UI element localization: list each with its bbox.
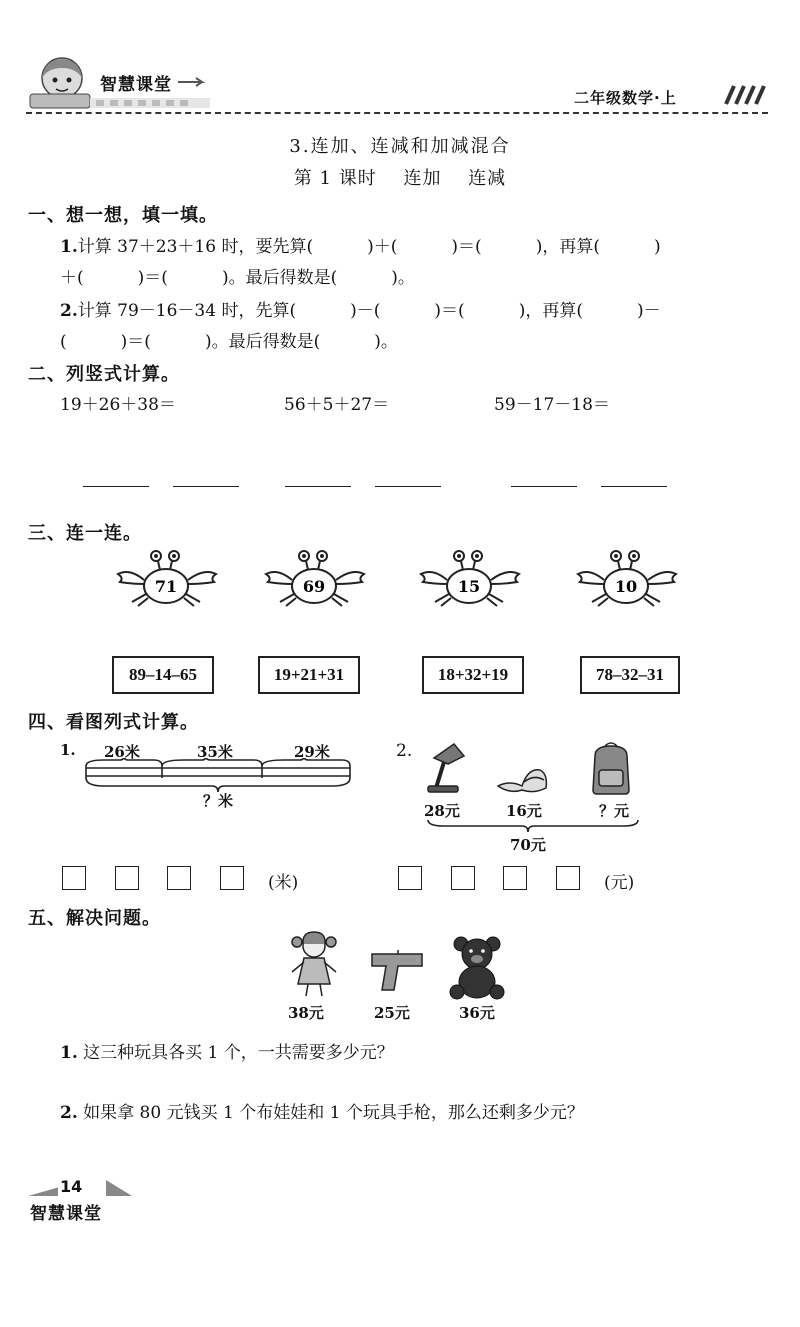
price-lamp: 28元 [424,802,460,820]
q1-item1-line2: ＋( )＝( )。最后得数是( )。 [60,268,415,288]
toy-gun-icon [368,946,428,996]
q5-item1 [60,1038,394,1063]
expression-box-4[interactable]: 78–32–31 [580,656,680,694]
q1-item1-num: 1. [60,237,78,257]
crab-71[interactable] [112,548,222,610]
q1-item2-line1 [60,296,661,321]
price-gun: 25元 [374,1004,410,1022]
q2-problem-1: 19＋26＋38＝ [60,395,176,415]
q5-item2-num: 2. [60,1103,78,1123]
answer-line[interactable] [83,486,149,487]
segment-label-1: 26米 [104,743,140,761]
q3-heading: 三、连一连。 [28,523,142,544]
q1-item2-line2: ( )＝( )。最后得数是( )。 [60,332,398,352]
q1-heading: 一、想一想，填一填。 [28,205,218,226]
answer-box[interactable] [62,866,86,890]
desk-lamp-icon [424,740,474,796]
expression-box-1[interactable]: 89–14–65 [112,656,214,694]
page-number: 14 [60,1177,83,1196]
line-segment-diagram [84,758,354,794]
q1-item2-num: 2. [60,301,78,321]
q4-p2-num: 2. [396,741,413,761]
q2-problem-2: 56＋5＋27＝ [284,395,390,415]
q5-item1-num: 1. [60,1043,78,1063]
backpack-icon [585,742,637,798]
answer-box[interactable] [451,866,475,890]
answer-line[interactable] [375,486,441,487]
answer-line[interactable] [173,486,239,487]
answer-line[interactable] [285,486,351,487]
teddy-bear-icon [447,934,507,1002]
doll-icon [288,930,340,1000]
section-title: 3.连加、连减和加减混合 [289,136,511,157]
lesson-topic-2: 连减 [468,168,507,189]
expression-box-2[interactable]: 19+21+31 [258,656,360,694]
crab-number: 10 [614,577,638,596]
segment-label-3: 29米 [294,743,330,761]
expression-box-3[interactable]: 18+32+19 [422,656,524,694]
segment-label-2: 35米 [197,743,233,761]
q2-problem-3: 59－17－18＝ [494,395,610,415]
segment-total: ？米 [203,792,234,810]
price-bear: 36元 [459,1004,495,1022]
answer-box[interactable] [503,866,527,890]
crab-10[interactable] [572,548,682,610]
q1-item1-text1: 计算 37＋23＋16 时，要先算( )＋( )＝( )，再算( ) [77,237,661,257]
q2-heading: 二、列竖式计算。 [28,364,180,385]
answer-box[interactable] [115,866,139,890]
crab-number: 69 [302,577,326,596]
header-stripes-icon [718,84,766,106]
lesson-period: 第 1 课时 [293,168,377,189]
q4-p1-num: 1. [60,741,76,759]
answer-box[interactable] [556,866,580,890]
crab-number: 71 [154,577,178,596]
lesson-title [0,164,800,190]
answer-line[interactable] [511,486,577,487]
q1-item2-text1: 计算 79－16－34 时，先算( )－( )＝( )，再算( )－ [77,301,661,321]
answer-box[interactable] [167,866,191,890]
price-backpack: ？元 [599,802,630,820]
unit-yuan: (元) [604,873,635,893]
lesson-topic-1: 连加 [403,168,442,189]
footer-brand: 智慧课堂 [30,1204,102,1224]
crab-69[interactable] [260,548,370,610]
answer-line[interactable] [601,486,667,487]
crab-number: 15 [457,577,481,596]
answer-box[interactable] [398,866,422,890]
crab-15[interactable] [415,548,525,610]
cap-icon [494,760,550,800]
header-divider [26,112,768,114]
price-total: 70元 [510,836,546,854]
answer-box[interactable] [220,866,244,890]
price-doll: 38元 [288,1004,324,1022]
q5-item2-text: 如果拿 80 元钱买 1 个布娃娃和 1 个玩具手枪，那么还剩多少元？ [83,1103,584,1123]
q5-item1-text: 这三种玩具各买 1 个，一共需要多少元？ [83,1043,394,1063]
header-grade: 二年级数学·上 [574,89,677,107]
unit-meter: (米) [268,873,299,893]
q5-item2 [60,1098,584,1123]
q1-item1-line1 [60,232,661,257]
price-cap: 16元 [506,802,542,820]
header-brand: 智慧课堂 [100,75,172,95]
q5-heading: 五、解决问题。 [28,908,161,929]
q4-heading: 四、看图列式计算。 [28,712,199,733]
